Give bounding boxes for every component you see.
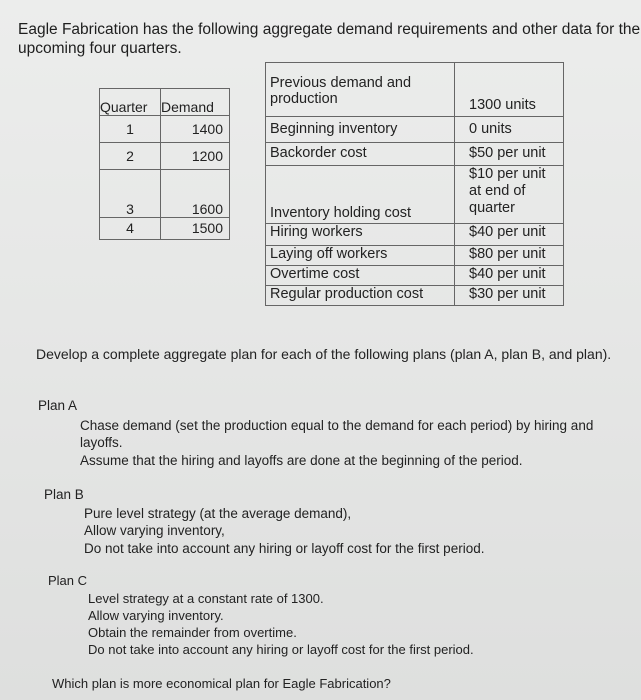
intro-text: Eagle Fabrication has the following aggregate demand requirements and other data for the upcoming four quarters. <box>18 21 641 57</box>
cost-value: $40 per unit <box>455 266 564 286</box>
cost-label: Overtime cost <box>266 266 455 286</box>
cost-table <box>265 62 564 306</box>
cost-value: $80 per unit <box>455 246 564 266</box>
demand-header: Demand <box>161 88 230 115</box>
cost-label: Backorder cost <box>266 143 455 166</box>
quarter-header: Quarter <box>100 88 161 115</box>
quarter-cell: 4 <box>100 217 161 239</box>
cost-label: Beginning inventory <box>266 117 455 143</box>
cost-label: Regular production cost <box>266 286 455 306</box>
cost-label: Inventory holding cost <box>266 166 455 224</box>
cost-value: $30 per unit <box>455 286 564 306</box>
cost-label: Previous demand and production <box>266 63 455 117</box>
plan-a-line: Assume that the hiring and layoffs are done at the beginning of the period. <box>80 453 523 468</box>
plan-a-line: Chase demand (set the production equal to the demand for each period) by hiring and layoffs. <box>80 418 594 450</box>
plan-c-line: Do not take into account any hiring or layoff cost for the first period. <box>88 642 474 657</box>
plan-b-title: Plan B <box>44 487 84 502</box>
plan-b-line: Do not take into account any hiring or layoff cost for the first period. <box>84 541 485 556</box>
plan-c-line: Obtain the remainder from overtime. <box>88 625 297 640</box>
plan-c-title: Plan C <box>48 573 88 588</box>
demand-cell: 1500 <box>161 217 230 239</box>
task-text: Develop a complete aggregate plan for each of the following plans (plan A, plan B, and plan). <box>36 346 612 362</box>
cost-value: $10 per unit at end of quarter <box>455 166 564 224</box>
quarter-cell: 2 <box>100 142 161 169</box>
quarter-cell: 3 <box>100 169 161 217</box>
cost-value: 1300 units <box>455 63 564 117</box>
quarter-cell: 1 <box>100 115 161 142</box>
demand-table <box>99 62 230 240</box>
cost-value: $50 per unit <box>455 143 564 166</box>
cost-value: 0 units <box>455 117 564 143</box>
cost-value: $40 per unit <box>455 224 564 246</box>
plan-a-title: Plan A <box>38 398 78 413</box>
plan-b-line: Allow varying inventory, <box>84 523 225 538</box>
plan-c-line: Level strategy at a constant rate of 1300. <box>88 591 324 606</box>
cost-label: Hiring workers <box>266 224 455 246</box>
demand-cell: 1400 <box>161 115 230 142</box>
cost-label: Laying off workers <box>266 246 455 266</box>
plan-c-line: Allow varying inventory. <box>88 608 224 623</box>
demand-cell: 1600 <box>161 169 230 217</box>
plan-b-line: Pure level strategy (at the average demand), <box>84 506 352 521</box>
question-text: Which plan is more economical plan for Eagle Fabrication? <box>52 676 391 691</box>
demand-cell: 1200 <box>161 142 230 169</box>
